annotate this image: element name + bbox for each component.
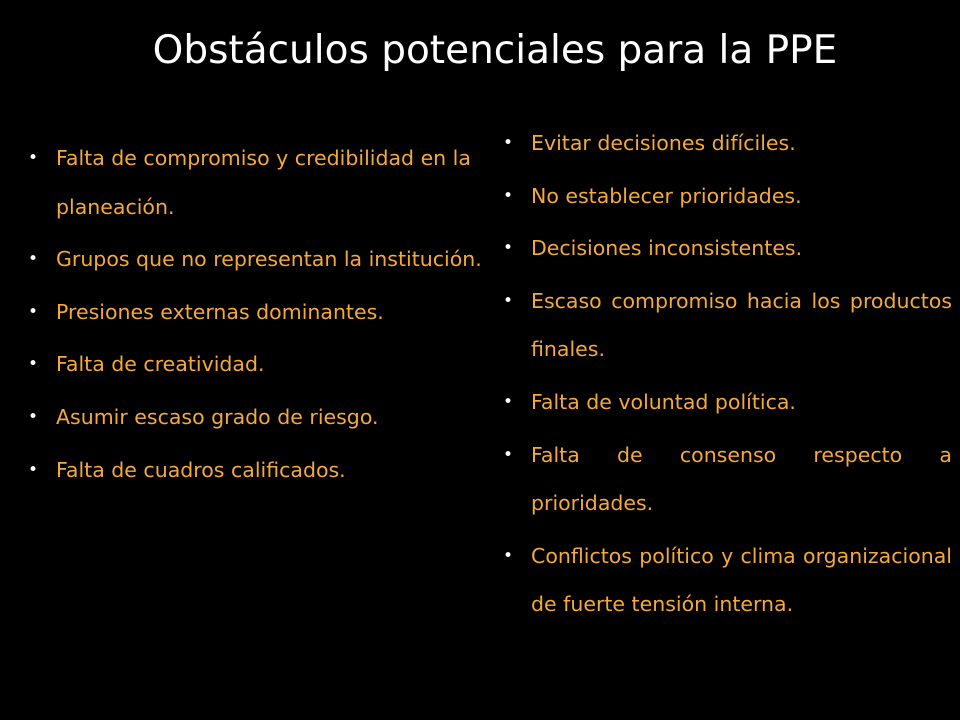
list-item-text: Falta de compromiso y credibilidad en la planeación. (56, 146, 471, 219)
list-item (503, 119, 952, 168)
bullet-icon: • (503, 444, 514, 465)
list-item (503, 172, 952, 221)
right-bullet-list (503, 119, 952, 633)
list-item (28, 446, 483, 495)
list-item (503, 532, 952, 629)
list-item-text: Asumir escaso grado de riesgo. (56, 404, 379, 429)
list-item-text: Presiones externas dominantes. (56, 299, 384, 324)
bullet-icon: • (503, 391, 514, 412)
bullet-icon: • (503, 238, 514, 259)
bullet-icon: • (28, 459, 39, 480)
list-item-text: No establecer prioridades. (531, 183, 802, 208)
list-item (28, 134, 483, 231)
list-item-text: Decisiones inconsistentes. (531, 236, 803, 261)
bullet-icon: • (503, 185, 514, 206)
list-item-text: Falta de voluntad política. (531, 389, 796, 414)
list-item (503, 277, 952, 374)
list-item (28, 340, 483, 389)
bullet-icon: • (28, 301, 39, 322)
bullet-icon: • (28, 354, 39, 375)
bullet-icon: • (28, 406, 39, 427)
list-item (28, 235, 483, 284)
list-item-text: Evitar decisiones difíciles. (531, 131, 796, 155)
list-item (503, 224, 952, 273)
list-item-text: Falta de creatividad. (56, 352, 265, 377)
list-item (28, 393, 483, 442)
slide-title: Obstáculos potenciales para la PPE (152, 28, 838, 73)
list-item-text: Escaso compromiso hacia los productos finales. (531, 288, 952, 362)
list-item (28, 288, 483, 337)
bullet-icon: • (503, 545, 514, 566)
list-item (503, 431, 952, 528)
left-bullet-list (28, 134, 483, 498)
list-item-text: Conflictos político y clima organizacional de fuerte tensión interna. (531, 543, 952, 617)
bullet-icon: • (28, 249, 39, 270)
bullet-icon: • (503, 133, 514, 153)
list-item (503, 378, 952, 427)
bullet-icon: • (28, 148, 39, 168)
list-item-text: Falta de cuadros calificados. (56, 457, 346, 482)
bullet-icon: • (503, 290, 514, 311)
list-item-text: Falta de consenso respecto a prioridades. (531, 442, 952, 516)
list-item-text: Grupos que no representan la institución. (56, 247, 482, 272)
